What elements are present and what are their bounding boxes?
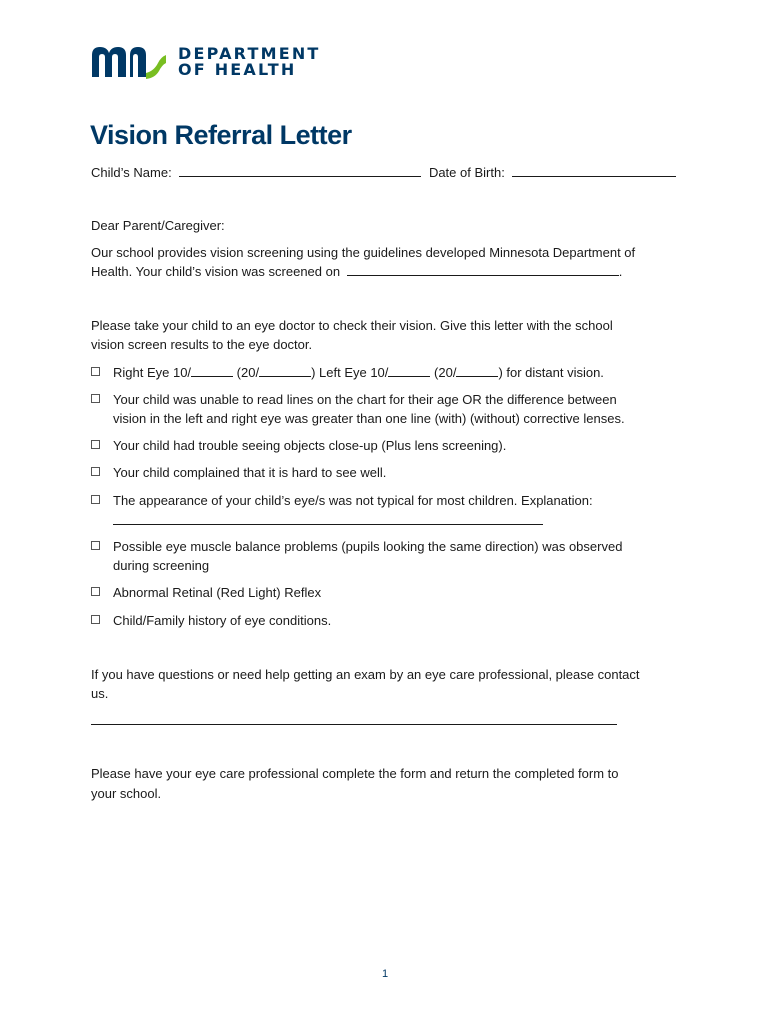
screening-date-field[interactable] bbox=[347, 262, 619, 276]
intro-line-2-suffix: . bbox=[618, 264, 623, 279]
history-text: Child/Family history of eye conditions. bbox=[113, 613, 332, 628]
greeting: Dear Parent/Caregiver: bbox=[91, 218, 225, 233]
dob-label: Date of Birth: bbox=[428, 165, 505, 180]
dob-field[interactable] bbox=[512, 163, 676, 177]
appearance-line: The appearance of your child’s eye/s was not typical for most children. Explanation: bbox=[113, 493, 593, 508]
retinal-text: Abnormal Retinal (Red Light) Reflex bbox=[113, 585, 322, 600]
closing-line-2: your school. bbox=[91, 786, 162, 801]
unable-checkbox[interactable] bbox=[91, 394, 100, 403]
page-title: Vision Referral Letter bbox=[90, 120, 352, 150]
close-up-checkbox[interactable] bbox=[91, 440, 100, 449]
right-eye-field[interactable] bbox=[191, 363, 233, 377]
unable-line-2: vision in the left and right eye was greater than one line (with) (without) corrective lenses. bbox=[113, 411, 625, 426]
logo-text bbox=[178, 46, 321, 78]
unable-line-1: Your child was unable to read lines on the chart for their age OR the difference between bbox=[113, 392, 617, 407]
closing-line-1: Please have your eye care professional complete the form and return the completed form to bbox=[91, 766, 619, 781]
unable-text bbox=[113, 390, 688, 428]
right-eye-20-field[interactable] bbox=[259, 363, 311, 377]
instruction-line-1: Please take your child to an eye doctor to check their vision. Give this letter with the school bbox=[91, 318, 613, 333]
muscle-line-1: Possible eye muscle balance problems (pupils looking the same direction) was observed bbox=[113, 539, 623, 554]
distant-label: ) for distant vision. bbox=[498, 365, 604, 380]
history-checkbox[interactable] bbox=[91, 615, 100, 624]
instruction-line-2: vision screen results to the eye doctor. bbox=[91, 337, 313, 352]
logo-line2: OF HEALTH bbox=[178, 60, 297, 79]
appearance-checkbox[interactable] bbox=[91, 495, 100, 504]
muscle-checkbox[interactable] bbox=[91, 541, 100, 550]
explanation-field[interactable] bbox=[113, 511, 543, 525]
left-eye-20-label: (20/ bbox=[434, 365, 457, 380]
contact-field-row bbox=[91, 711, 617, 730]
left-eye-field[interactable] bbox=[388, 363, 430, 377]
contact-line-1: If you have questions or need help getting an exam by an eye care professional, please contact bbox=[91, 667, 640, 682]
acuity-checkbox[interactable] bbox=[91, 367, 100, 376]
right-eye-20-label: (20/ bbox=[236, 365, 260, 380]
intro-line-2 bbox=[91, 262, 622, 281]
complained-text: Your child complained that it is hard to see well. bbox=[113, 465, 387, 480]
contact-line-2: us. bbox=[91, 686, 109, 701]
child-info-row bbox=[91, 163, 676, 182]
retinal-checkbox[interactable] bbox=[91, 587, 100, 596]
mdh-logo bbox=[90, 45, 321, 79]
intro-line-1: Our school provides vision screening using the guidelines developed Minnesota Department of bbox=[91, 245, 636, 260]
right-eye-label: Right Eye 10/ bbox=[113, 365, 192, 380]
page-number: 1 bbox=[381, 968, 389, 980]
muscle-line-2: during screening bbox=[113, 558, 210, 573]
child-name-label: Child’s Name: bbox=[91, 165, 172, 180]
appearance-text bbox=[113, 491, 688, 530]
close-up-text: Your child had trouble seeing objects close-up (Plus lens screening). bbox=[113, 438, 507, 453]
contact-field[interactable] bbox=[91, 711, 617, 725]
acuity-text bbox=[113, 363, 688, 382]
logo-line1: DEPARTMENT bbox=[178, 44, 321, 63]
muscle-text bbox=[113, 537, 688, 575]
complained-checkbox[interactable] bbox=[91, 467, 100, 476]
left-eye-20-field[interactable] bbox=[456, 363, 498, 377]
child-name-field[interactable] bbox=[179, 163, 421, 177]
intro-line-2-prefix: Health. Your child’s vision was screened on bbox=[91, 264, 341, 279]
mn-logo-icon bbox=[90, 45, 168, 79]
left-eye-label: ) Left Eye 10/ bbox=[311, 365, 389, 380]
